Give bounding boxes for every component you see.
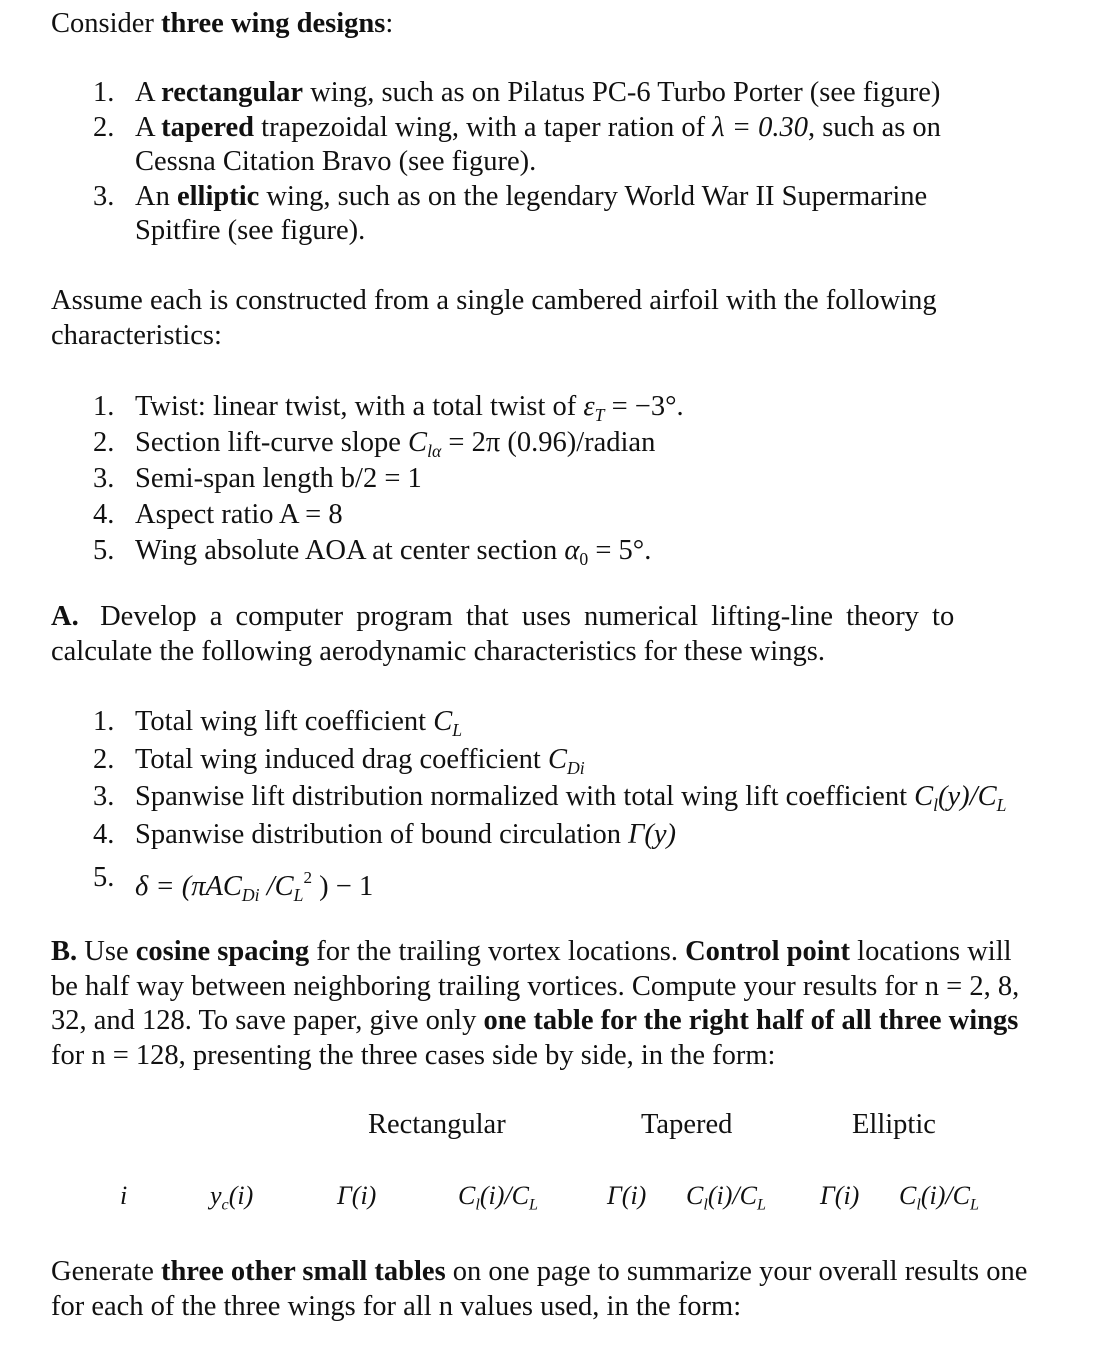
list-item: 1. A rectangular wing, such as on Pilatus PC-6 Turbo Porter (see figure)	[93, 77, 941, 108]
col-gamma-taper: Γ(i)	[607, 1181, 647, 1210]
col-gamma-ellip: Γ(i)	[820, 1181, 860, 1210]
assume-paragraph: Assume each is constructed from a single cambered airfoil with the following characteristics:	[51, 285, 937, 351]
list-item: 5. Wing absolute AOA at center section $\alpha_0 = 5^\circ$.	[93, 535, 652, 570]
col-cl-ellip: $C_l(i)/C_L$	[899, 1181, 979, 1214]
part-a-paragraph: A. Develop a computer program that uses numerical lifting-line theory to calculate the following aerodynamic characteristics for these wings.	[51, 601, 955, 667]
list-item: Spitfire (see figure).	[135, 215, 366, 246]
list-item: Cessna Citation Bravo (see figure).	[135, 146, 537, 177]
list-item: 1. Total wing lift coefficient $C_L$	[93, 706, 463, 741]
intro-colon: :	[385, 8, 394, 39]
list-item: 1. Twist: linear twist, with a total twist of $\varepsilon_T = -3^\circ$.	[93, 391, 684, 426]
col-gamma-rect: Γ(i)	[337, 1181, 377, 1210]
list-item: 3. An elliptic wing, such as on the legendary World War II Supermarine	[93, 180, 928, 212]
intro-bold: three wing designs	[161, 8, 386, 39]
characteristics-list	[93, 389, 684, 569]
part-b-paragraph: B. Use cosine spacing for the trailing vortex locations. Control point locations will be half way between neighboring trailing vortices. Compute your results for n = 2, 8, 32, and 128. To save paper, give only one table for the right half of all three wings for n = 128, presenting the three cases side by side, in the form:	[51, 936, 1020, 1071]
table-header-elliptic: Elliptic	[852, 1109, 936, 1140]
part-a-label: A.	[51, 601, 79, 632]
list-item: 2. Total wing induced drag coefficient $C_{Di}$	[93, 743, 585, 778]
col-cl-rect: $C_l(i)/C_L$	[458, 1181, 538, 1214]
list-item: 5. δ = (πAC$_{Di}$ $/C_L^2$ ) − 1	[93, 862, 374, 906]
intro-paragraph	[51, 7, 393, 42]
list-item: 3. Spanwise lift distribution normalized with total wing lift coefficient $C_l(y)/C_L$	[93, 781, 1007, 816]
taper-ratio: λ = 0.30	[712, 111, 808, 143]
part-b-label: B.	[51, 936, 78, 967]
table-header-rectangular: Rectangular	[368, 1109, 506, 1140]
closing-paragraph: Generate three other small tables on one page to summarize your overall results one for each of the three wings for all n values used, in the form:	[51, 1256, 1028, 1322]
list-item: 2. Section lift-curve slope $C_{l\alpha} = 2\pi$ (0.96)/radian	[93, 427, 656, 462]
list-item: 4. Aspect ratio A = 8	[93, 499, 343, 530]
col-i: i	[120, 1181, 128, 1210]
col-yc: $y_c(i)$	[210, 1181, 254, 1214]
list-item: 2. A tapered trapezoidal wing, with a taper ration of λ = 0.30, such as on	[93, 111, 941, 143]
outputs-list	[93, 703, 1007, 906]
list-item: 4. Spanwise distribution of bound circulation Γ(y)	[93, 818, 676, 850]
col-cl-taper: $C_l(i)/C_L$	[686, 1181, 766, 1214]
intro-text: Consider	[51, 8, 162, 39]
wing-designs-list	[93, 76, 941, 249]
table-header-tapered: Tapered	[641, 1109, 733, 1140]
list-item: 3. Semi-span length b/2 = 1	[93, 463, 422, 494]
